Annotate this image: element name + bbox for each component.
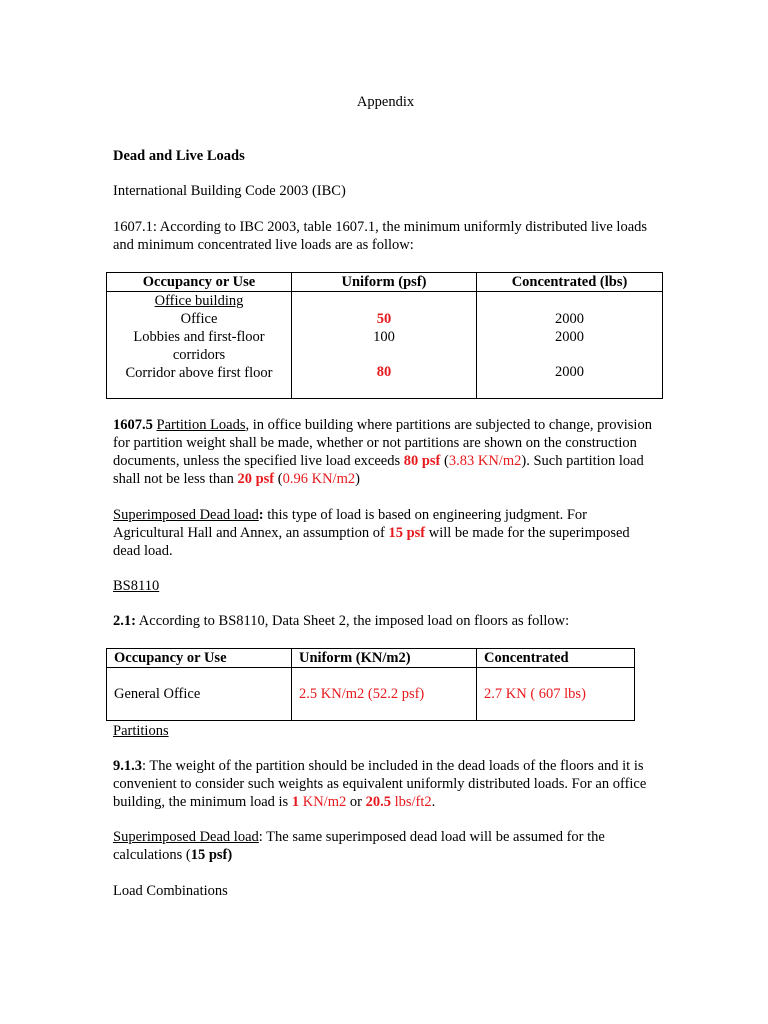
paragraph-text: will be made for the superimposed dead load. (113, 525, 630, 559)
paragraph-text: . (431, 794, 436, 810)
paragraph-text: ) (227, 847, 233, 863)
sdl-label: Superimposed Dead load (113, 829, 259, 845)
table-row (107, 292, 663, 399)
section-number: 2.1: (113, 613, 136, 629)
ibc-paragraph-1607-1: 1607.1: According to IBC 2003, table 1607.1, the minimum uniformly distributed live loads and minimum concentrated live loads are as follow: (113, 219, 648, 253)
highlight-value: 1 (291, 794, 300, 810)
table-cell: 2000 (555, 364, 584, 380)
paragraph-text: or (346, 794, 366, 810)
table-cell: Lobbies and first-floor corridors (133, 329, 265, 363)
table-cell: 100 (373, 329, 395, 345)
partition-loads-label: Partition Loads (156, 417, 246, 433)
paragraph-text: ). Such partition load shall not be less than (113, 453, 644, 487)
paragraph-text: : (258, 507, 264, 523)
superimposed-dead-load-paragraph (113, 506, 658, 560)
highlight-value: 15 psf (388, 525, 426, 541)
table-header: Uniform (psf) (292, 273, 477, 292)
paragraph-text: : The weight of the partition should be included in the dead loads of the floors and it is convenient to consider such weights as equivalent uniformly distributed loads. For an office building, the minimum load is (113, 758, 647, 810)
table-cell: 2.5 KN/m2 (52.2 psf) (292, 668, 477, 721)
table-header-row (107, 273, 663, 292)
sdl-label: Superimposed Dead load (113, 507, 259, 523)
highlight-value: KN/m2 (299, 794, 347, 810)
table-header: Concentrated (lbs) (477, 273, 663, 292)
highlight-value: 3.83 KN/m2 (448, 453, 522, 469)
group-label: Office building (154, 293, 244, 309)
table-row (107, 668, 635, 721)
bs8110-title: BS8110 (113, 578, 160, 594)
highlight-value: 80 psf (403, 453, 441, 469)
table-cell: Corridor above first floor (125, 365, 273, 381)
ibc-title: International Building Code 2003 (IBC) (113, 183, 346, 199)
table-cell: 2000 (555, 311, 584, 327)
paragraph-text: ( (274, 471, 283, 487)
section-heading: Dead and Live Loads (113, 148, 245, 164)
partitions-title: Partitions (113, 723, 169, 739)
paragraph-1607-5 (113, 416, 658, 488)
table-cell: 50 (376, 311, 392, 327)
paragraph-text: this type of load is based on engineering judgment. For Agricultural Hall and Annex, an assumption of (113, 507, 588, 541)
table-cell: 2.7 KN ( 607 lbs) (477, 668, 635, 721)
paragraph-9-1-3 (113, 757, 658, 811)
table-header: Concentrated (477, 649, 635, 668)
paragraph-text: : The same superimposed dead load will be assumed for the calculations ( (113, 829, 605, 863)
load-combinations-title: Load Combinations (113, 883, 228, 899)
superimposed-dead-load-paragraph-2 (113, 828, 658, 864)
table-cell: 2000 (555, 329, 584, 345)
ibc-live-load-table (106, 272, 663, 399)
table-header: Occupancy or Use (107, 273, 292, 292)
concentrated-cell (477, 292, 663, 399)
table-cell: General Office (107, 668, 292, 721)
paragraph-text: ) (355, 471, 360, 487)
highlight-value: 0.96 KN/m2 (282, 471, 356, 487)
uniform-cell (292, 292, 477, 399)
bs8110-load-table (106, 648, 635, 721)
table-header: Occupancy or Use (107, 649, 292, 668)
bs-paragraph-2-1 (113, 612, 658, 630)
paragraph-text: ( (440, 453, 449, 469)
highlight-value: 15 psf (190, 847, 228, 863)
section-number: 9.1.3 (113, 758, 142, 774)
table-header-row (107, 649, 635, 668)
highlight-value: 20.5 (365, 794, 391, 810)
highlight-value: lbs/ft2 (390, 794, 432, 810)
highlight-value: 20 psf (237, 471, 275, 487)
paragraph-text: According to BS8110, Data Sheet 2, the imposed load on floors as follow: (135, 613, 570, 629)
appendix-title: Appendix (356, 94, 415, 110)
section-number: 1607.5 (113, 417, 153, 433)
table-cell: Office (180, 311, 218, 327)
occupancy-cell (107, 292, 292, 399)
table-cell: 80 (376, 364, 392, 380)
paragraph-text: , in office building where partitions are subjected to change, provision for partition weight shall be made, whether or not partitions are shown on the construction documents, unless the specified live load exceeds (113, 417, 652, 469)
table-header: Uniform (KN/m2) (292, 649, 477, 668)
